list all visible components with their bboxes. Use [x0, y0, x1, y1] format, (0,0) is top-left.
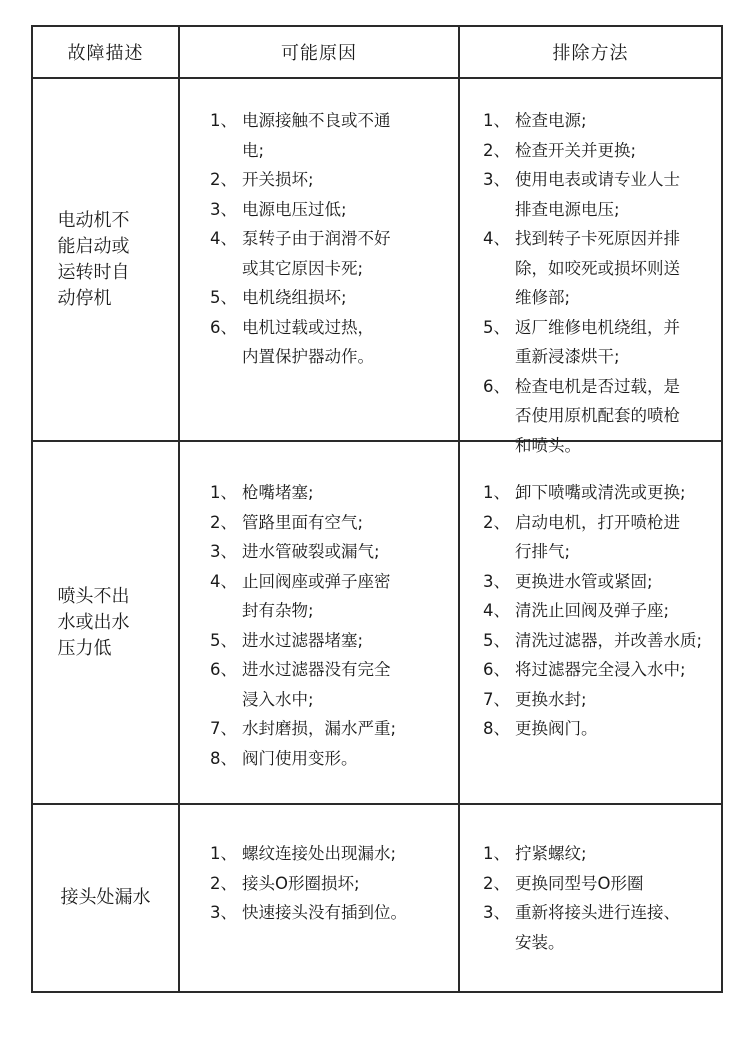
list-item: 4、 清洗止回阀及弹子座; [483, 601, 670, 620]
header-cause: 可能原因 [180, 27, 460, 79]
list-item: 7、 水封磨损，漏水严重; [210, 719, 397, 738]
list-item: 3、 更换进水管或紧固; [483, 571, 653, 591]
list-item: 5、 清洗过滤器，并改善水质; [483, 630, 703, 650]
row-3-solutions [460, 805, 721, 991]
list-item: 4、 找到转子卡死原因并排 除，如咬死或损坏则送 维修部; [483, 229, 680, 307]
list-item: 2、 检查开关并更换; [483, 140, 637, 160]
list-item: 6、 检查电机是否过载，是 否使用原机配套的喷枪 和喷头。 [483, 376, 680, 455]
header-solution: 排除方法 [460, 27, 721, 79]
list-item: 5、 返厂维修电机绕组，并 重新浸漆烘干; [483, 317, 680, 366]
row-1-fault [33, 79, 180, 442]
list-item: 7、 更换水封; [483, 689, 587, 709]
row-2-fault [33, 442, 180, 805]
row-1-solutions [460, 79, 721, 455]
solution-list [483, 106, 723, 460]
fault-description: 电动机不 能启动或 运转时自 动停机 [57, 209, 130, 309]
list-item: 3、 快速接头没有插到位。 [210, 903, 407, 922]
list-item: 1、 检查电源; [483, 111, 587, 130]
list-item: 3、 重新将接头进行连接、 安装。 [483, 903, 680, 952]
row-2-causes [180, 442, 460, 805]
list-item: 6、 电机过载或过热， 内置保护器动作。 [210, 317, 374, 366]
troubleshooting-table [31, 25, 723, 993]
cause-list [210, 478, 450, 773]
list-item: 1、 拧紧螺纹; [483, 844, 587, 863]
fault-description: 接头处漏水 [60, 887, 151, 908]
list-item: 8、 阀门使用变形。 [210, 748, 358, 768]
header-fault: 故障描述 [33, 27, 180, 79]
row-3-fault [33, 805, 180, 991]
list-item: 2、 开关损坏; [210, 170, 314, 189]
row-3-causes [180, 805, 460, 991]
list-item: 1、 卸下喷嘴或清洗或更换; [483, 483, 686, 502]
cause-list [210, 839, 455, 928]
list-item: 5、 电机绕组损坏; [210, 288, 347, 307]
solution-list [483, 839, 723, 957]
cause-list [210, 106, 450, 372]
list-item: 6、 将过滤器完全浸入水中; [483, 660, 686, 679]
fault-description: 喷头不出 水或出水 压力低 [57, 585, 130, 659]
list-item: 4、 止回阀座或弹子座密 封有杂物; [210, 571, 391, 620]
list-item: 4、 泵转子由于润滑不好 或其它原因卡死; [210, 229, 391, 278]
list-item: 3、 电源电压过低; [210, 199, 347, 219]
list-item: 3、 进水管破裂或漏气; [210, 542, 380, 561]
solution-list [483, 478, 728, 744]
list-item: 3、 使用电表或请专业人士 排查电源电压; [483, 170, 680, 219]
list-item: 2、 管路里面有空气; [210, 512, 364, 532]
list-item: 2、 更换同型号O形圈 [483, 873, 644, 893]
list-item: 1、 枪嘴堵塞; [210, 483, 314, 502]
row-1-causes [180, 79, 460, 442]
list-item: 1、 电源接触不良或不通 电; [210, 111, 391, 160]
list-item: 8、 更换阀门。 [483, 719, 598, 738]
list-item: 2、 启动电机，打开喷枪进 行排气; [483, 512, 680, 561]
list-item: 6、 进水过滤器没有完全 浸入水中; [210, 660, 391, 709]
list-item: 2、 接头O形圈损坏; [210, 873, 360, 893]
row-2-solutions [460, 442, 721, 805]
list-item: 5、 进水过滤器堵塞; [210, 630, 364, 650]
list-item: 1、 螺纹连接处出现漏水; [210, 844, 397, 863]
